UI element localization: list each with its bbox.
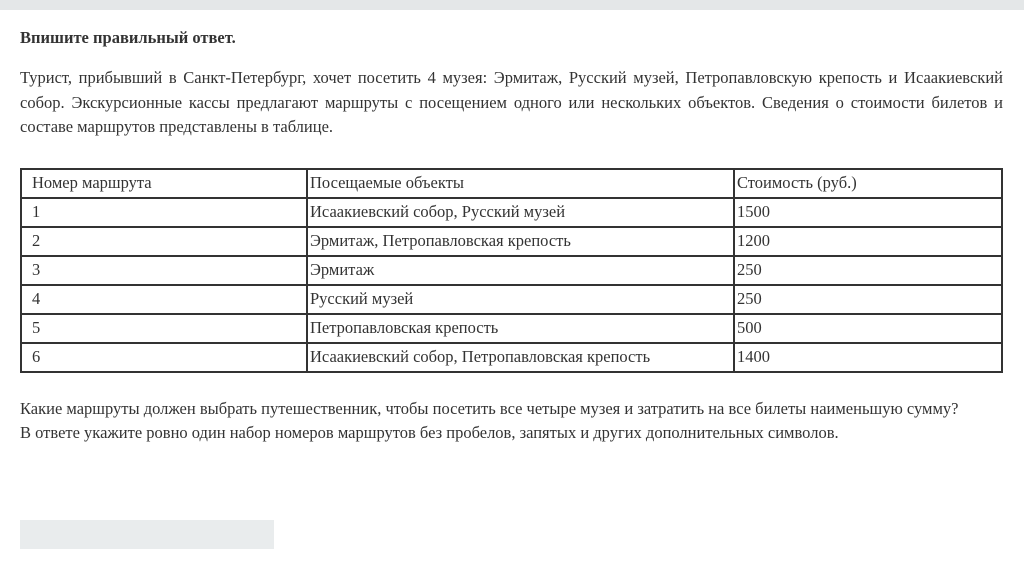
top-bar (0, 0, 1024, 10)
table-row (21, 256, 1002, 285)
table-row (21, 285, 1002, 314)
route-number-cell: 6 (21, 343, 307, 372)
instruction-heading: Впишите правильный ответ. (20, 28, 236, 47)
route-number-cell: 3 (21, 256, 307, 285)
routes-table (20, 168, 1003, 373)
table-header-row (21, 169, 1002, 198)
table-row (21, 198, 1002, 227)
table-row (21, 227, 1002, 256)
answer-input[interactable] (20, 520, 274, 549)
answer-note: В ответе укажите ровно один набор номеров маршрутов без пробелов, запятых и других дополнительных символов. (20, 423, 839, 442)
cost-cell: 250 (734, 285, 1002, 314)
objects-cell: Эрмитаж (307, 256, 734, 285)
cost-cell: 1400 (734, 343, 1002, 372)
cost-cell: 1200 (734, 227, 1002, 256)
cost-cell: 1500 (734, 198, 1002, 227)
intro-text: Турист, прибывший в Санкт-Петербург, хочет посетить 4 музея: Эрмитаж, Русский музей, Петропавловскую крепость и Исаакиевский собор. Экскурсионные кассы предлагают маршруты с посещением одного или нескольких объектов. Сведения о стоимости билетов и составе маршрутов представлены в таблице. (20, 68, 1003, 136)
objects-cell: Петропавловская крепость (307, 314, 734, 343)
question-text: Какие маршруты должен выбрать путешественник, чтобы посетить все четыре музея и затратить на все билеты наименьшую сумму? (20, 398, 959, 418)
header-route-number: Номер маршрута (21, 169, 307, 198)
table-row (21, 343, 1002, 372)
route-number-cell: 4 (21, 285, 307, 314)
objects-cell: Исаакиевский собор, Петропавловская крепость (307, 343, 734, 372)
objects-cell: Эрмитаж, Петропавловская крепость (307, 227, 734, 256)
table-row (21, 314, 1002, 343)
cost-cell: 500 (734, 314, 1002, 343)
header-objects: Посещаемые объекты (307, 169, 734, 198)
task-content (20, 26, 1003, 446)
objects-cell: Исаакиевский собор, Русский музей (307, 198, 734, 227)
objects-cell: Русский музей (307, 285, 734, 314)
header-cost: Стоимость (руб.) (734, 169, 1002, 198)
route-number-cell: 1 (21, 198, 307, 227)
cost-cell: 250 (734, 256, 1002, 285)
route-number-cell: 5 (21, 314, 307, 343)
route-number-cell: 2 (21, 227, 307, 256)
